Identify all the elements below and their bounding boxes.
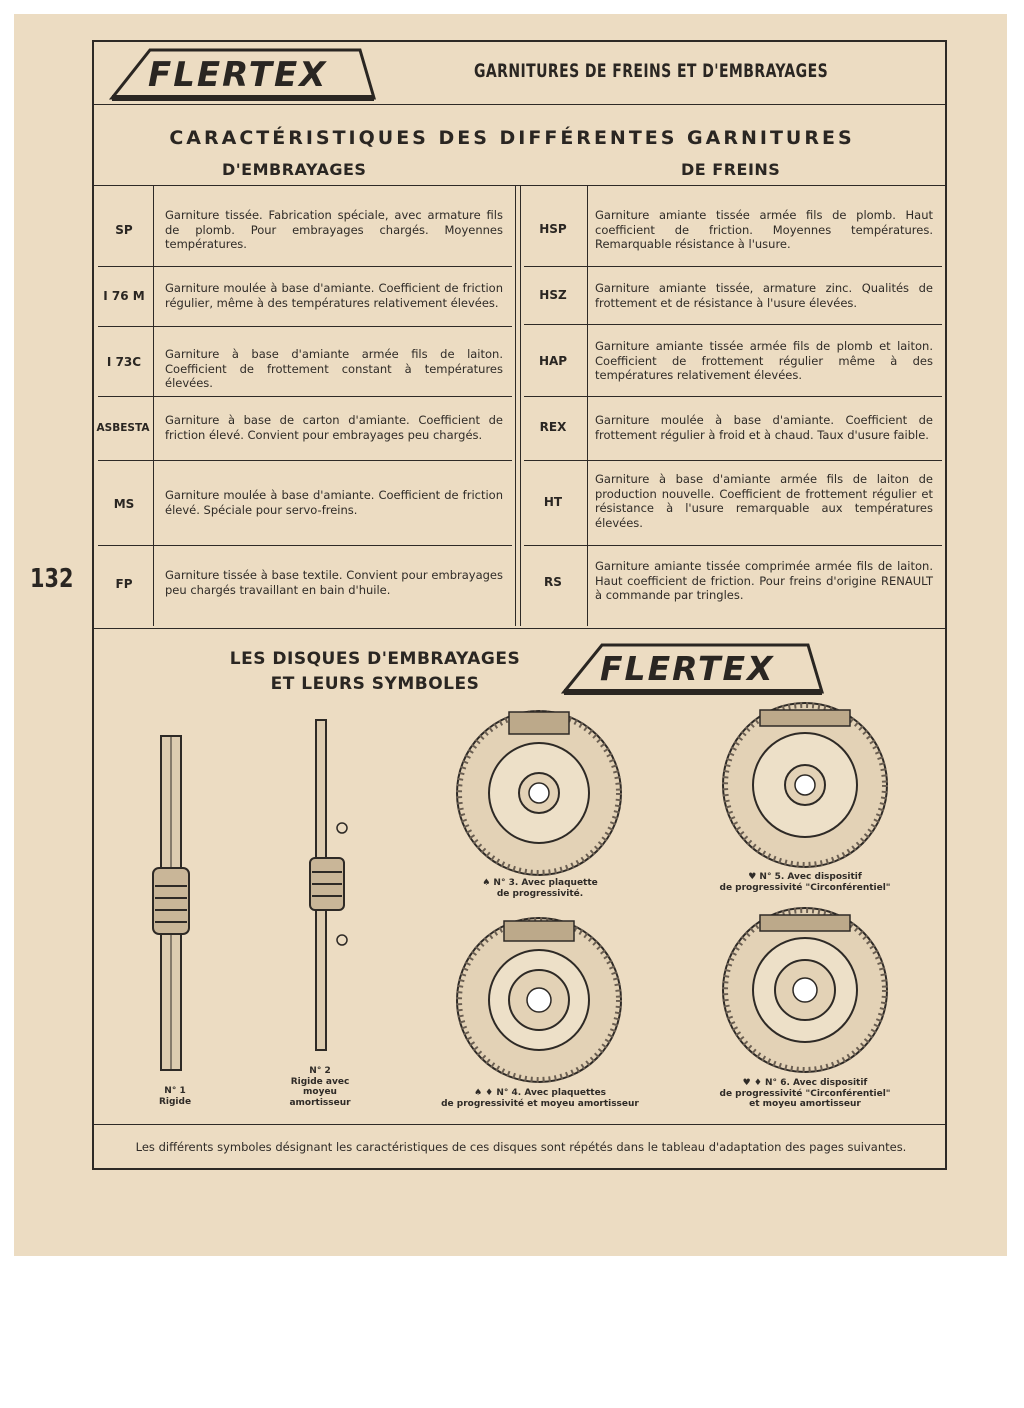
row-separator xyxy=(524,460,942,461)
table-center-rule xyxy=(520,186,521,626)
brake-code: HSP xyxy=(539,222,567,236)
row-separator xyxy=(524,545,942,546)
brake-description: Garniture amiante tissée comprimée armée fils de laiton. Haut coefficient de friction. Pour freins d'origine RENAULT à commande par tringles. xyxy=(595,559,933,602)
caption-line: moyeu xyxy=(303,1087,337,1097)
caption-no5 xyxy=(700,872,910,893)
brake-code: HSZ xyxy=(539,288,567,302)
caption-no2 xyxy=(280,1066,360,1108)
brake-code: RS xyxy=(544,575,562,589)
row-separator xyxy=(98,266,512,267)
brake-description: Garniture moulée à base d'amiante. Coefficient de frottement régulier à froid et à chaud. Taux d'usure faible. xyxy=(595,413,933,442)
row-separator xyxy=(524,396,942,397)
brake-description: Garniture amiante tissée armée fils de plomb et laiton. Coefficient de frottement régulier même à des températures relativement élevées. xyxy=(595,339,933,382)
caption-line: de progressivité et moyeu amortisseur xyxy=(441,1098,639,1109)
clutch-description: Garniture moulée à base d'amiante. Coefficient de friction élevé. Spéciale pour servo-freins. xyxy=(165,488,503,517)
footer-divider xyxy=(93,1124,946,1125)
discs-title-line2: ET LEURS SYMBOLES xyxy=(270,674,480,694)
row-separator xyxy=(98,460,512,461)
brake-description: Garniture amiante tissée, armature zinc. Qualités de frottement et de résistance à l'usure élevées. xyxy=(595,281,933,310)
disc-no4-illustration xyxy=(454,915,624,1085)
clutch-code: I 73C xyxy=(106,355,142,369)
table-title: CARACTÉRISTIQUES DES DIFFÉRENTES GARNITURES xyxy=(169,127,855,149)
brake-heading: DE FREINS xyxy=(681,160,781,179)
clutch-heading: D'EMBRAYAGES xyxy=(222,160,367,179)
caption-line: N° 1 xyxy=(164,1086,186,1096)
clutch-code: ASBESTA xyxy=(96,422,150,434)
table-bottom-rule xyxy=(93,628,946,629)
svg-text:FLERTEX: FLERTEX xyxy=(600,649,775,688)
disc-no1-illustration xyxy=(145,730,205,1078)
header-title: GARNITURES DE FREINS ET D'EMBRAYAGES xyxy=(474,60,829,82)
clutch-description: Garniture tissée. Fabrication spéciale, avec armature fils de plomb. Pour embrayages chargés. Moyennes températures. xyxy=(165,208,503,251)
brake-code: REX xyxy=(539,420,567,434)
page-number: 132 xyxy=(30,564,74,594)
clutch-code: FP xyxy=(115,577,133,591)
flertex-logo xyxy=(108,44,380,102)
clutch-description: Garniture à base d'amiante armée fils de laiton. Coefficient de frottement constant à températures élevées. xyxy=(165,347,503,390)
clutch-description: Garniture tissée à base textile. Convient pour embrayages peu chargés travaillant en bain d'huile. xyxy=(165,568,503,597)
brake-code: HT xyxy=(543,495,563,509)
caption-line: amortisseur xyxy=(289,1097,351,1108)
clutch-description: Garniture à base de carton d'amiante. Coefficient de friction élevé. Convient pour embrayages peu chargés. xyxy=(165,413,503,442)
disc-no5-illustration xyxy=(720,700,890,870)
caption-line: de progressivité "Circonférentiel" xyxy=(719,882,891,893)
disc-no3-illustration xyxy=(454,708,624,878)
clutch-code: MS xyxy=(113,497,135,511)
caption-line: de progressivité "Circonférentiel" xyxy=(719,1088,891,1099)
row-separator xyxy=(98,396,512,397)
brake-description: Garniture à base d'amiante armée fils de laiton de production nouvelle. Coefficient de frottement régulier et résistance à l'usure remarquable aux températures élevées. xyxy=(595,472,933,530)
footer-note: Les différents symboles désignant les caractéristiques de ces disques sont répétés dans le tableau d'adaptation des pages suivantes. xyxy=(135,1140,907,1154)
caption-no6 xyxy=(700,1078,910,1110)
clutch-code: SP xyxy=(115,223,133,237)
discs-title xyxy=(190,647,560,697)
disc-no2-illustration xyxy=(300,716,360,1056)
clutch-description: Garniture moulée à base d'amiante. Coefficient de friction régulier, même à des températures relativement élevées. xyxy=(165,281,503,310)
disc-no6-illustration xyxy=(720,905,890,1075)
header-divider xyxy=(93,104,946,105)
table-vrule xyxy=(587,186,588,626)
caption-line: ♠ N° 3. Avec plaquette xyxy=(482,878,598,888)
clutch-code: I 76 M xyxy=(103,289,145,303)
caption-no4 xyxy=(420,1088,660,1109)
caption-line: ♠ ♦ N° 4. Avec plaquettes xyxy=(473,1088,607,1098)
discs-title-line1: LES DISQUES D'EMBRAYAGES xyxy=(229,649,521,669)
svg-text:FLERTEX: FLERTEX xyxy=(148,55,328,95)
brake-code: HAP xyxy=(538,354,568,368)
caption-no1 xyxy=(135,1086,215,1107)
row-separator xyxy=(98,326,512,327)
row-separator xyxy=(98,545,512,546)
brake-description: Garniture amiante tissée armée fils de plomb. Haut coefficient de friction. Moyennes températures. Remarquable résistance à l'usure. xyxy=(595,208,933,251)
caption-no3 xyxy=(440,878,640,899)
table-center-rule xyxy=(515,186,516,626)
table-vrule xyxy=(153,186,154,626)
caption-line: de progressivité. xyxy=(496,888,584,899)
row-separator xyxy=(524,266,942,267)
caption-line: Rigide xyxy=(158,1096,192,1107)
caption-line: ♥ N° 5. Avec dispositif xyxy=(748,872,862,882)
caption-line: Rigide avec xyxy=(290,1076,350,1087)
flertex-logo xyxy=(560,640,828,696)
row-separator xyxy=(524,324,942,325)
caption-line: ♥ ♦ N° 6. Avec dispositif xyxy=(742,1078,868,1088)
caption-line: et moyeu amortisseur xyxy=(749,1099,861,1109)
caption-line: N° 2 xyxy=(309,1066,331,1076)
